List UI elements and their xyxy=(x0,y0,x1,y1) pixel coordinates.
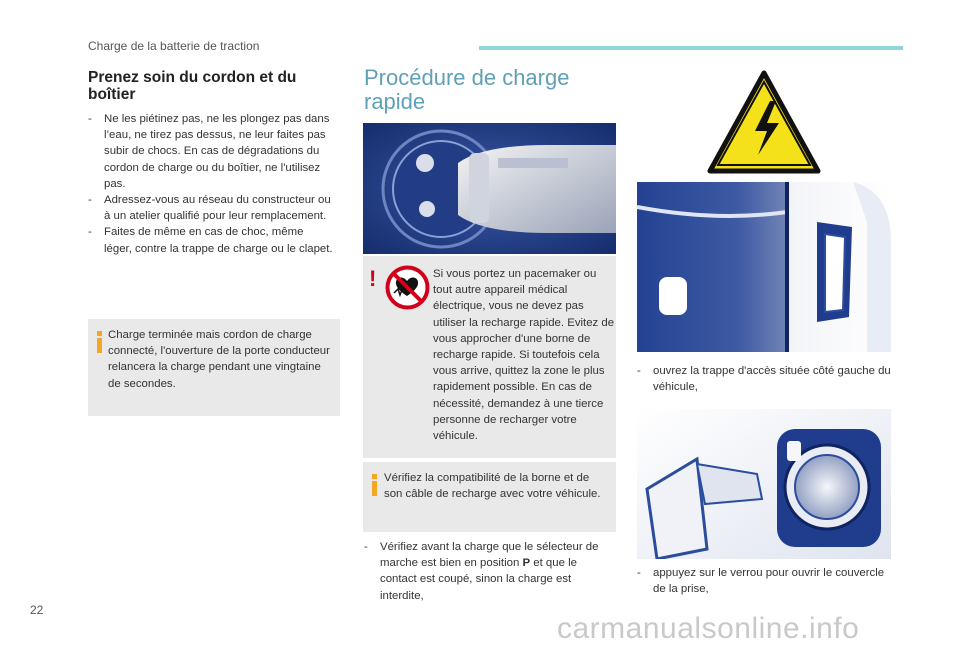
info-box-middle xyxy=(363,462,616,532)
middle-heading: Procédure de charge rapide xyxy=(364,65,570,114)
info-icon xyxy=(372,474,377,479)
step-selector-check: - Vérifiez avant la charge que le sélecteur de marche est bien en position P et que le contact est coupé, sinon la charge est interdite, xyxy=(364,541,599,602)
charging-socket-image xyxy=(363,123,616,254)
left-heading: Prenez soin du cordon et du boîtier xyxy=(88,69,297,103)
high-voltage-warning-icon xyxy=(706,69,822,176)
list-item: - Adressez-vous au réseau du constructeur ou à un atelier qualifié pour leur remplacement. xyxy=(88,194,331,223)
info-box-left xyxy=(88,319,340,416)
section-title: Charge de la batterie de traction xyxy=(88,39,260,53)
pacemaker-warning-box xyxy=(363,256,616,458)
warning-exclamation-icon: ! xyxy=(369,266,377,291)
list-item: - Faites de même en cas de choc, même léger, contre la trappe de charge ou le clapet. xyxy=(88,226,333,255)
socket-cover-image xyxy=(637,409,891,559)
page-number: 22 xyxy=(30,603,44,617)
no-pacemaker-icon xyxy=(385,265,430,310)
watermark: carmanualsonline.info xyxy=(557,612,860,645)
info-text: Charge terminée mais cordon de charge connecté, l'ouverture de la porte conducteur relancera la charge pendant une vingtaine de secondes. xyxy=(108,329,330,390)
step-open-flap: - ouvrez la trappe d'accès située côté gauche du véhicule, xyxy=(637,365,891,394)
list-item: - Ne les piétinez pas, ne les plongez pas dans l’eau, ne tirez pas dessus, ne leur faites pas subir de chocs. En cas de dégradations du cordon de charge ou du boîtier, ne l'utilisez pas. xyxy=(88,113,330,190)
info-text: Vérifiez la compatibilité de la borne et de son câble de recharge avec votre véhicule. xyxy=(384,472,601,501)
vehicle-charge-flap-image xyxy=(637,182,891,352)
step-unlock-cover: - appuyez sur le verrou pour ouvrir le couvercle de la prise, xyxy=(637,567,885,596)
info-icon xyxy=(97,331,102,336)
care-list xyxy=(88,111,333,257)
warning-text: Si vous portez un pacemaker ou tout autre appareil médical électrique, vous ne devez pas utiliser la recharge rapide. Evitez de vous approcher d'une borne de recharge rapide. Si toutefois cela vous arrive, quittez la zone le plus rapidement possible. En cas de nécessité, demandez à une tierce personne de recharger votre véhicule. xyxy=(433,268,615,443)
header-accent-bar xyxy=(479,46,903,50)
